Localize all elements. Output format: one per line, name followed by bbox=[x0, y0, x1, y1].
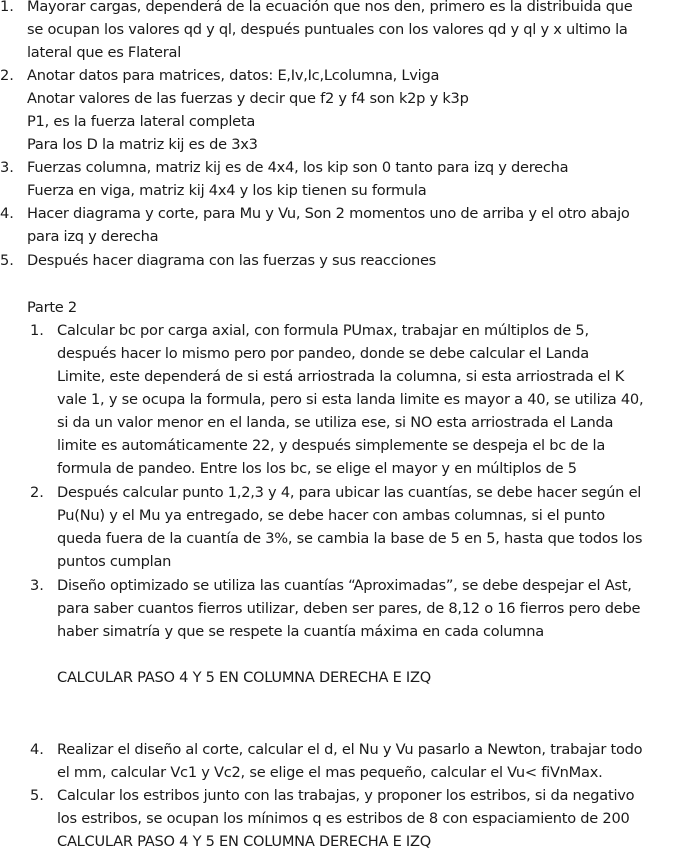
list-item-line: limite es automáticamente 22, y después simplemente se despeja el bc de la bbox=[57, 437, 606, 454]
list-number: 1. bbox=[30, 322, 44, 339]
list-item-line: Realizar el diseño al corte, calcular el d, el Nu y Vu pasarlo a Newton, trabajar todo bbox=[57, 741, 643, 758]
list-item-line: lateral que es Flateral bbox=[27, 44, 182, 61]
list-number: 5. bbox=[0, 252, 14, 269]
list-item-line: Calcular los estribos junto con las trabajas, y proponer los estribos, si da negativo bbox=[57, 787, 635, 804]
list-item-line: Mayorar cargas, dependerá de la ecuación que nos den, primero es la distribuida que bbox=[27, 0, 633, 15]
list-item-line: Para los D la matriz kij es de 3x3 bbox=[27, 136, 258, 153]
list-item-line: formula de pandeo. Entre los los bc, se elige el mayor y en múltiplos de 5 bbox=[57, 460, 577, 477]
list-number: 5. bbox=[30, 787, 44, 804]
list-item-line: después hacer lo mismo pero por pandeo, donde se debe calcular el Landa bbox=[57, 345, 589, 362]
list-item-line: queda fuera de la cuantía de 3%, se cambia la base de 5 en 5, hasta que todos los bbox=[57, 530, 643, 547]
list-number: 3. bbox=[0, 159, 14, 176]
list-item-line: P1, es la fuerza lateral completa bbox=[27, 113, 256, 130]
list-item-line: para saber cuantos fierros utilizar, deben ser pares, de 8,12 o 16 fierros pero debe bbox=[57, 600, 641, 617]
list-item-line: Fuerza en viga, matriz kij 4x4 y los kip tienen su formula bbox=[27, 182, 427, 199]
section-heading: Parte 2 bbox=[27, 299, 77, 316]
list-item-line: el mm, calcular Vc1 y Vc2, se elige el mas pequeño, calcular el Vu< fiVnMax. bbox=[57, 764, 603, 781]
list-item-line: Después calcular punto 1,2,3 y 4, para ubicar las cuantías, se debe hacer según el bbox=[57, 484, 642, 501]
list-item-line: Anotar datos para matrices, datos: E,Iv,Ic,Lcolumna, Lviga bbox=[27, 67, 440, 84]
list-item-line: Calcular bc por carga axial, con formula PUmax, trabajar en múltiplos de 5, bbox=[57, 322, 589, 339]
list-item-line: los estribos, se ocupan los mínimos q es estribos de 8 con espaciamiento de 200 bbox=[57, 810, 630, 827]
list-number: 2. bbox=[30, 484, 44, 501]
list-item-line: Después hacer diagrama con las fuerzas y sus reacciones bbox=[27, 252, 437, 269]
list-item-line: si da un valor menor en el landa, se utiliza ese, si NO esta arriostrada el Landa bbox=[57, 414, 614, 431]
list-item-line: Limite, este dependerá de si está arriostrada la columna, si esta arriostrada el K bbox=[57, 368, 625, 385]
list-number: 2. bbox=[0, 67, 14, 84]
list-number: 1. bbox=[0, 0, 14, 15]
list-item-line: para izq y derecha bbox=[27, 228, 159, 245]
list-item-line: Diseño optimizado se utiliza las cuantías “Aproximadas”, se debe despejar el Ast, bbox=[57, 577, 632, 594]
list-number: 4. bbox=[0, 205, 14, 222]
list-item-line: Hacer diagrama y corte, para Mu y Vu, Son 2 momentos uno de arriba y el otro abajo bbox=[27, 205, 630, 222]
list-item-line: puntos cumplan bbox=[57, 553, 172, 570]
list-item-line: vale 1, y se ocupa la formula, pero si esta landa limite es mayor a 40, se utiliza 40, bbox=[57, 391, 644, 408]
list-item-line: haber simatría y que se respete la cuantía máxima en cada columna bbox=[57, 623, 544, 640]
list-item-line: Fuerzas columna, matriz kij es de 4x4, los kip son 0 tanto para izq y derecha bbox=[27, 159, 569, 176]
list-item-line: se ocupan los valores qd y ql, después puntuales con los valores qd y ql y x ultimo la bbox=[27, 21, 628, 38]
note-text: CALCULAR PASO 4 Y 5 EN COLUMNA DERECHA E IZQ bbox=[57, 669, 431, 686]
list-item-line: CALCULAR PASO 4 Y 5 EN COLUMNA DERECHA E IZQ bbox=[57, 833, 431, 850]
list-item-line: Anotar valores de las fuerzas y decir que f2 y f4 son k2p y k3p bbox=[27, 90, 469, 107]
list-number: 4. bbox=[30, 741, 44, 758]
list-number: 3. bbox=[30, 577, 44, 594]
list-item-line: Pu(Nu) y el Mu ya entregado, se debe hacer con ambas columnas, si el punto bbox=[57, 507, 605, 524]
